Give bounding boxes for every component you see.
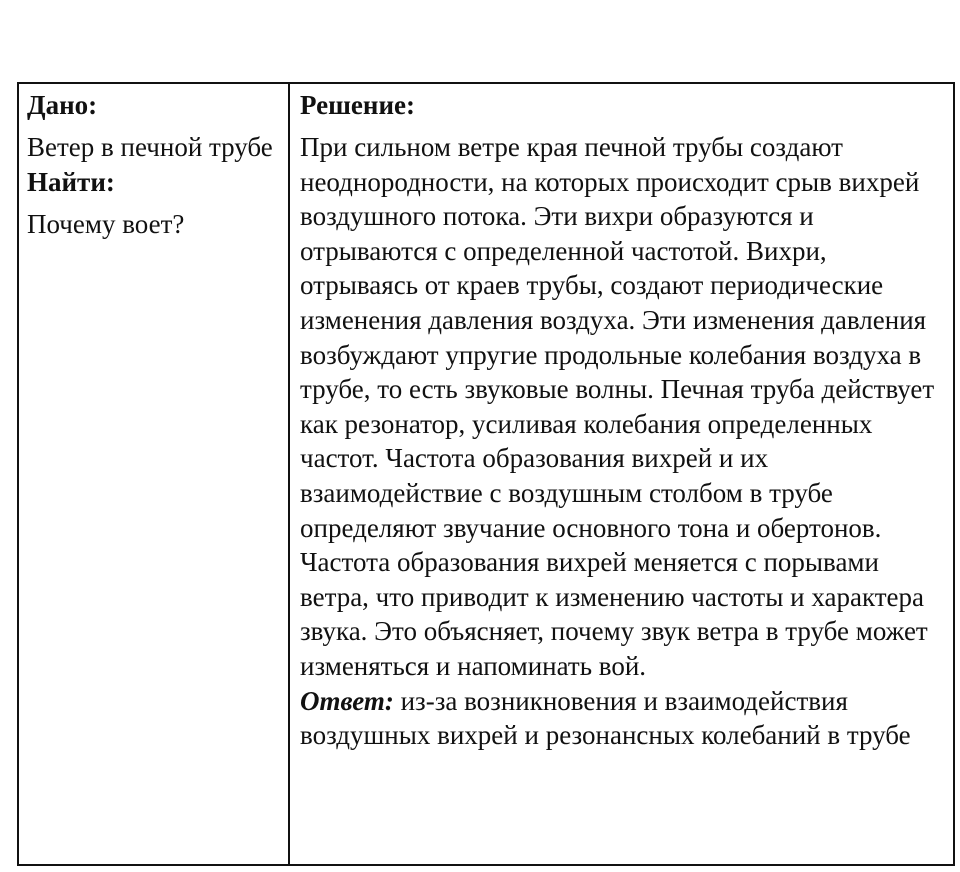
solution-table (17, 82, 955, 866)
find-text: Почему воет? (27, 208, 185, 239)
answer-paragraph (300, 684, 947, 753)
solution-label: Решение: (300, 90, 415, 120)
solution-text: При сильном ветре края печной трубы создают неоднородности, на которых происходит срыв вихрей воздушного потока. Эти вихри образуются и отрываются с определенной частотой. Вихри, отрываясь от краев трубы, создают периодические изменения давления воздуха. Эти изменения давления возбуждают упругие продольные колебания воздуха в трубе, то есть звуковые волны. Печная труба действует как резонатор, усиливая колебания определенных частот. Частота образования вихрей и их взаимодействие с воздушным столбом в трубе определяют звучание основного тона и обертонов. Частота образования вихрей меняется с порывами ветра, что приводит к изменению частоты и характера звука. Это объясняет, почему звук ветра в трубе может изменяться и напоминать вой. (300, 132, 935, 681)
answer-text: из-за возникновения и взаимодействия воздушных вихрей и резонансных колебаний в трубе (300, 685, 911, 751)
given-column (19, 84, 290, 864)
given-text: Ветер в печной трубе (27, 132, 273, 162)
solution-column (290, 84, 953, 864)
find-label: Найти: (27, 166, 115, 197)
given-label: Дано: (27, 90, 98, 120)
answer-label: Ответ: (300, 685, 394, 716)
